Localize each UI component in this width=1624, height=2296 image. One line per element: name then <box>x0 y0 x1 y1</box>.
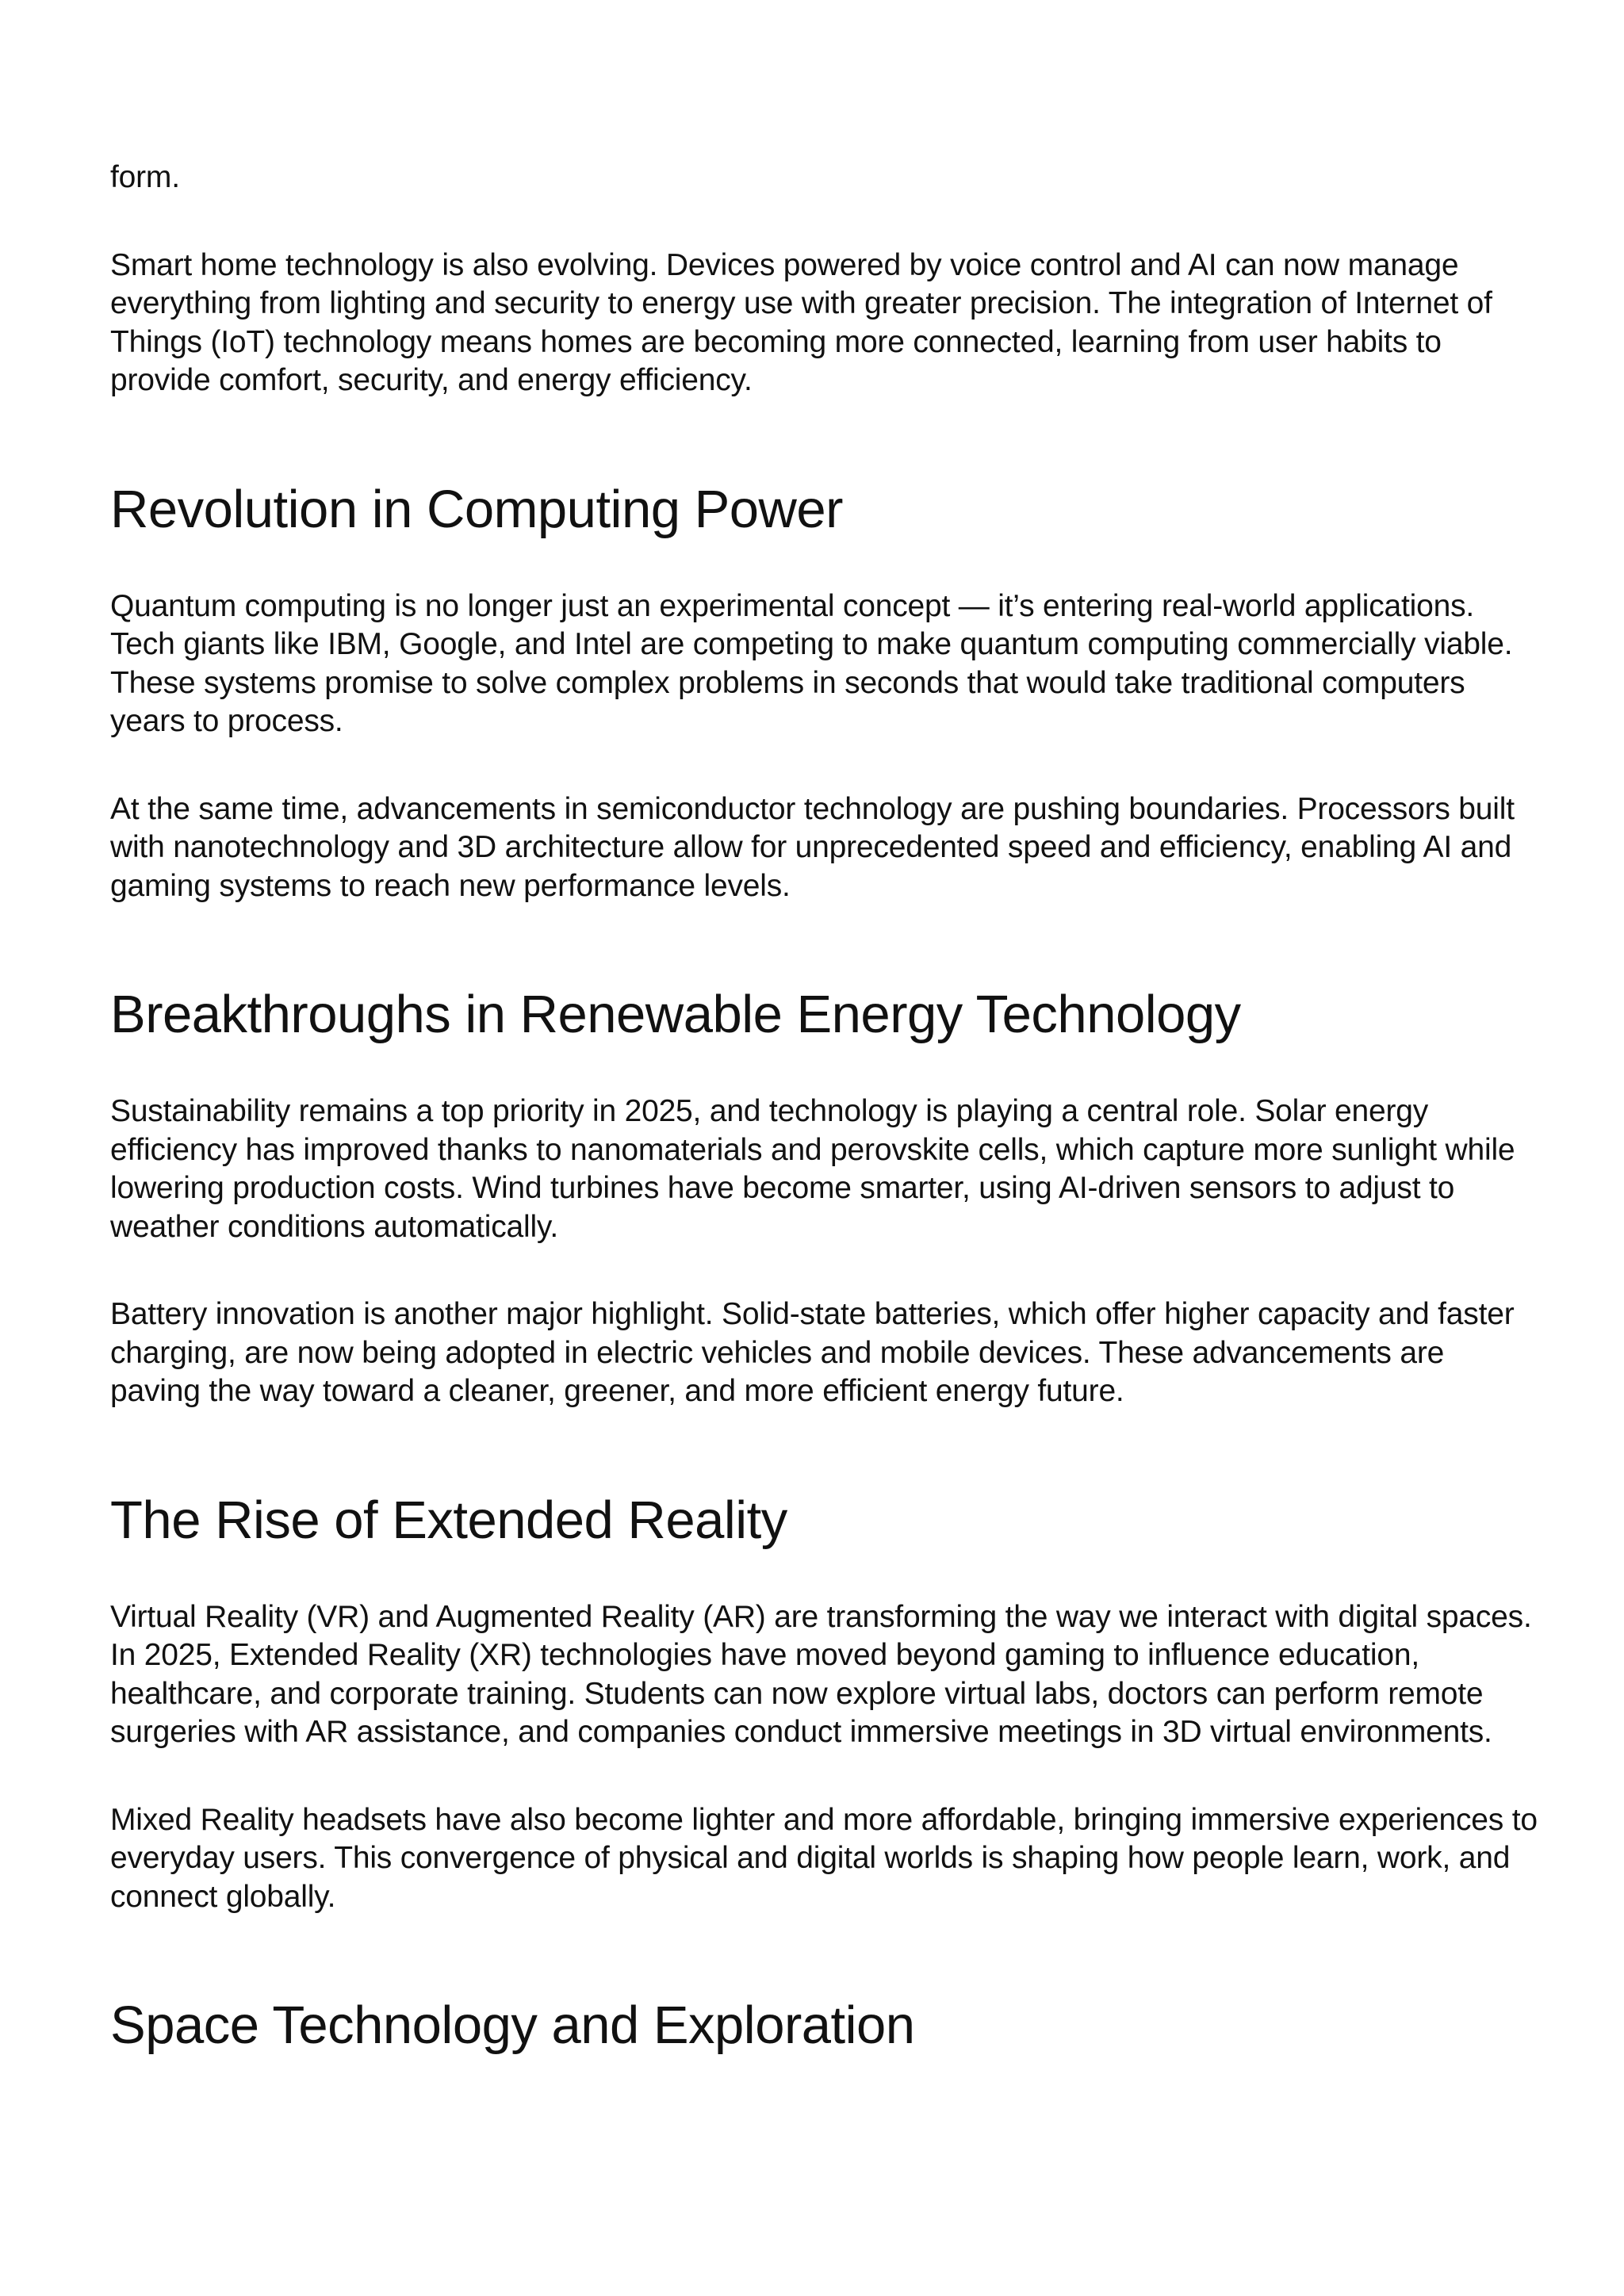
paragraph-continuation: form. <box>110 160 180 194</box>
paragraph-vr-ar: Virtual Reality (VR) and Augmented Reality (AR) are transforming the way we interact with digital spaces. In 2025, Extended Reality (XR) technologies have moved beyond gaming to influence education, healthcare, and corporate training. Students can now explore virtual labs, doctors can perform remote surgeries with AR assistance, and companies conduct immersive meetings in 3D virtual environments. <box>110 1599 1532 1749</box>
paragraph-smart-home: Smart home technology is also evolving. Devices powered by voice control and AI can now manage everything from lighting and security to energy use with greater precision. The integration of Internet of Things (IoT) technology means homes are becoming more connected, learning from user habits to provide comfort, security, and energy efficiency. <box>110 247 1492 397</box>
heading-space-technology: Space Technology and Exploration <box>110 1996 915 2055</box>
paragraph-mixed-reality: Mixed Reality headsets have also become lighter and more affordable, bringing immersive experiences to everyday users. This convergence of physical and digital worlds is shaping how people learn, work, and connect globally. <box>110 1802 1538 1914</box>
heading-extended-reality: The Rise of Extended Reality <box>110 1490 787 1550</box>
paragraph-quantum-computing: Quantum computing is no longer just an experimental concept — it’s entering real-world applications. Tech giants like IBM, Google, and Intel are competing to make quantum computing commercially viable. These systems promise to solve complex problems in seconds that would take traditional computers years to process. <box>110 588 1513 738</box>
heading-computing-power: Revolution in Computing Power <box>110 479 843 539</box>
paragraph-semiconductors: At the same time, advancements in semiconductor technology are pushing boundaries. Processors built with nanotechnology and 3D architecture allow for unprecedented speed and efficiency, enabling AI and gaming systems to reach new performance levels. <box>110 791 1515 903</box>
document-page <box>110 159 1538 2057</box>
heading-renewable-energy: Breakthroughs in Renewable Energy Technology <box>110 985 1241 1044</box>
paragraph-battery-innovation: Battery innovation is another major highlight. Solid-state batteries, which offer higher capacity and faster charging, are now being adopted in electric vehicles and mobile devices. These advancements are paving the way toward a cleaner, greener, and more efficient energy future. <box>110 1297 1515 1408</box>
paragraph-sustainability: Sustainability remains a top priority in 2025, and technology is playing a central role. Solar energy efficiency has improved thanks to nanomaterials and perovskite cells, which capture more sunlight while lowering production costs. Wind turbines have become smarter, using AI-driven sensors to adjust to weather conditions automatically. <box>110 1094 1515 1244</box>
